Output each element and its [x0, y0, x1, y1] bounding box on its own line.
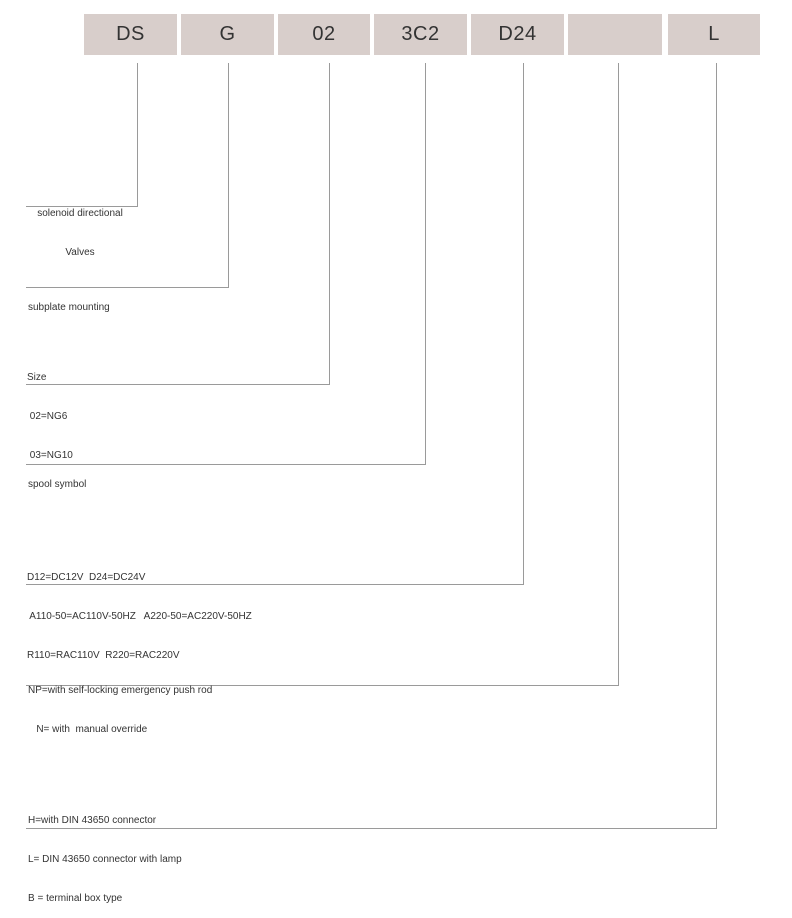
label-line: NP=with self-locking emergency push rod [28, 685, 213, 696]
label-line: subplate mounting [28, 302, 110, 313]
label-line: N= with manual override [28, 724, 148, 735]
label-line: 02=NG6 [27, 411, 68, 422]
label-spool [28, 452, 86, 504]
label-line: Size [27, 372, 47, 383]
code-box-spool: 3C2 [374, 14, 467, 55]
label-line: H=with DIN 43650 connector [28, 815, 157, 826]
label-mounting [28, 275, 110, 327]
label-voltage [27, 545, 252, 675]
code-box-override [568, 14, 662, 55]
label-line: R110=RAC110V R220=RAC220V [27, 650, 180, 661]
leader-vertical-size [329, 63, 330, 385]
leader-vertical-voltage [523, 63, 524, 585]
label-line: A110-50=AC110V-50HZ A220-50=AC220V-50HZ [27, 611, 252, 622]
label-line: 03=NG10 [27, 450, 73, 461]
label-line: spool symbol [28, 479, 87, 490]
label-line: Valves [65, 247, 95, 258]
label-connector [28, 788, 182, 918]
code-box-connector: L [668, 14, 760, 55]
leader-vertical-connector [716, 63, 717, 829]
code-box-mounting: G [181, 14, 274, 55]
code-box-series: DS [84, 14, 177, 55]
leader-vertical-spool [425, 63, 426, 465]
label-line: L= DIN 43650 connector with lamp [28, 854, 182, 865]
label-override [28, 658, 212, 749]
label-line: solenoid directional [37, 208, 123, 219]
label-line: B = terminal box type [28, 893, 123, 904]
leader-vertical-mounting [228, 63, 229, 288]
label-line: D12=DC12V D24=DC24V [27, 572, 146, 583]
code-box-voltage: D24 [471, 14, 564, 55]
leader-vertical-override [618, 63, 619, 686]
code-box-size: 02 [278, 14, 370, 55]
leader-vertical-series [137, 63, 138, 207]
label-valve-type [26, 181, 134, 272]
